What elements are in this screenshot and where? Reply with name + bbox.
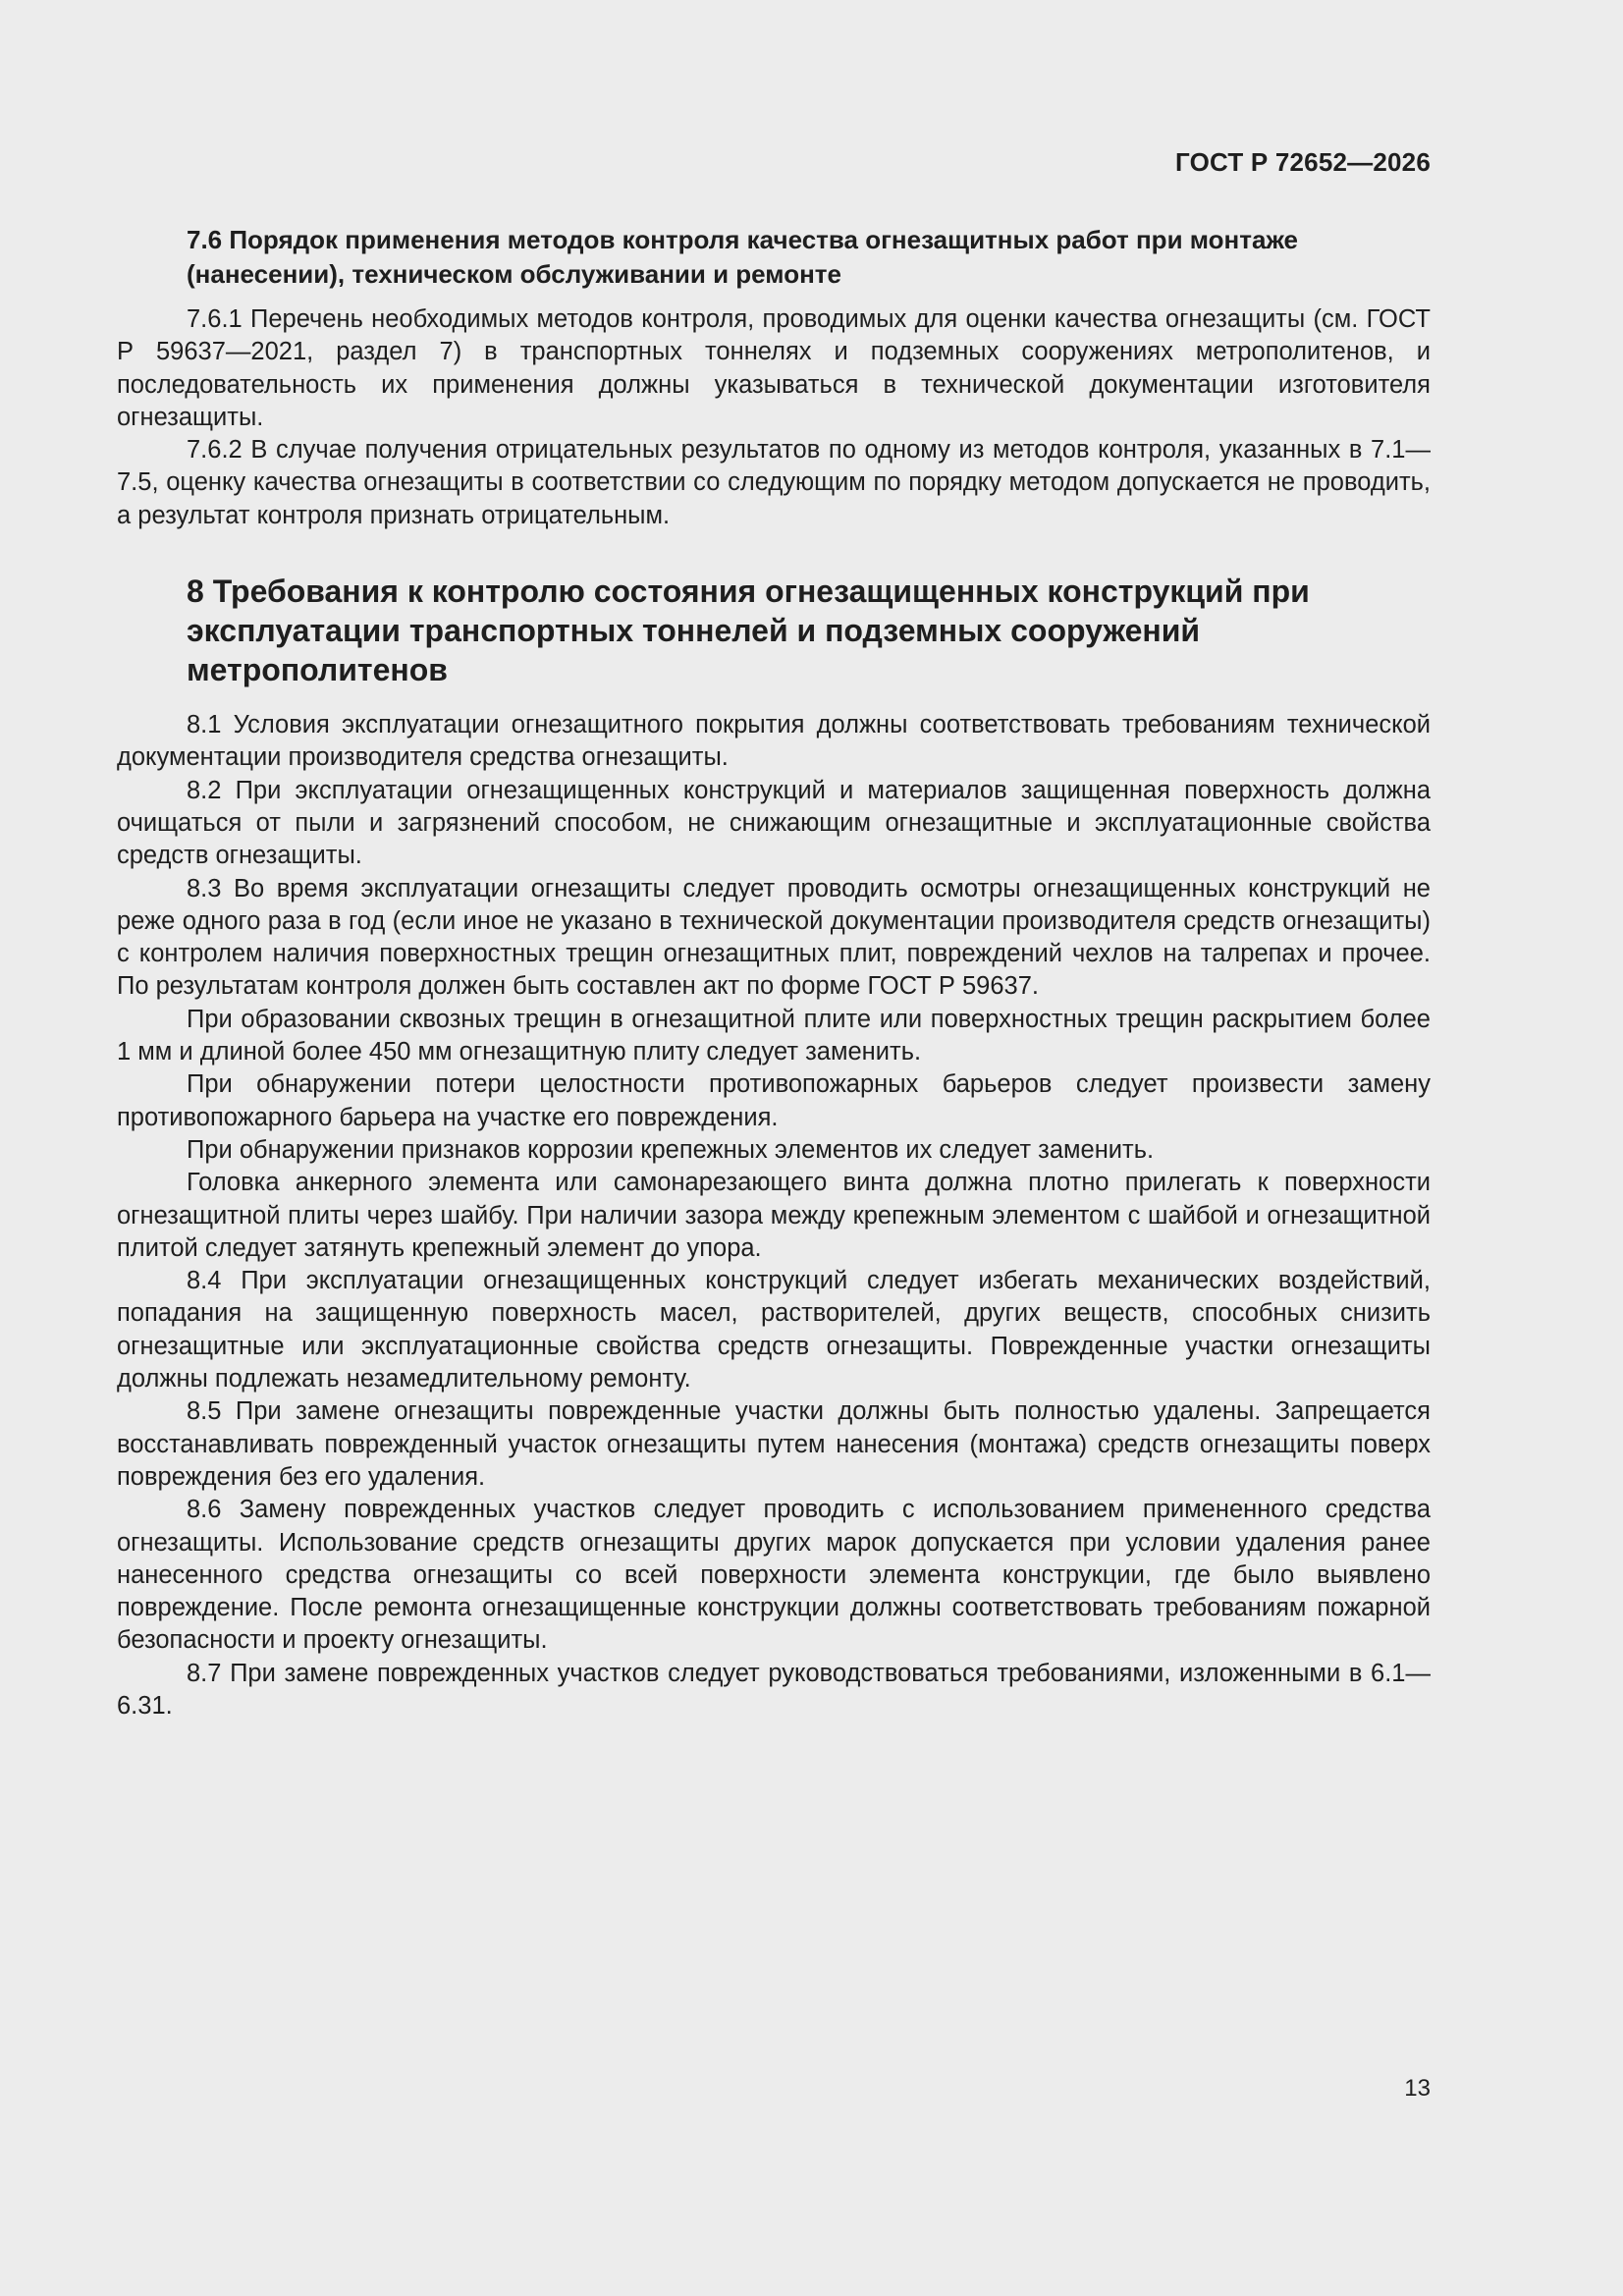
paragraph-8-4: 8.4 При эксплуатации огнезащищенных конструкций следует избегать механических воздействий, попадания на защищенную поверхность масел, растворителей, других веществ, способных снизить огнезащитные или эксплуатационные свойства средств огнезащиты. Поврежденные участки огнезащиты должны подлежать незамедлительному ремонту. [117, 1267, 1431, 1394]
paragraph-8-7: 8.7 При замене поврежденных участков следует руководствоваться требованиями, изложенными в 6.1—6.31. [117, 1659, 1431, 1720]
page-content [117, 223, 1431, 1722]
paragraph-8-6: 8.6 Замену поврежденных участков следует проводить с использованием примененного средства огнезащиты. Использование средств огнезащиты других марок допускается при условии удаления ранее нанесенного средства огнезащиты со всей поверхности элемента конструкции, где было выявлено повреждение. После ремонта огнезащищенные конструкции должны соответствовать требованиям пожарной безопасности и проекту огнезащиты. [117, 1496, 1431, 1655]
paragraph-8-3: 8.3 Во время эксплуатации огнезащиты следует проводить осмотры огнезащищенных конструкций не реже одного раза в год (если иное не указано в технической документации производителя средств огнезащиты) с контролем наличия поверхностных трещин огнезащитных плит, повреждений чехлов на талрепах и прочее. По результатам контроля должен быть составлен акт по форме ГОСТ Р 59637. [117, 874, 1431, 1001]
paragraph-8-3-cracks: При образовании сквозных трещин в огнезащитной плите или поверхностных трещин раскрытием более 1 мм и длиной более 450 мм огнезащитную плиту следует заменить. [117, 1005, 1431, 1066]
paragraph-7-6-2: 7.6.2 В случае получения отрицательных результатов по одному из методов контроля, указанных в 7.1—7.5, оценку качества огнезащиты в соответствии со следующим по порядку методом допускается не проводить, а результат контроля признать отрицательным. [117, 436, 1431, 529]
document-header-standard-id: ГОСТ Р 72652—2026 [1175, 147, 1431, 177]
paragraph-8-2: 8.2 При эксплуатации огнезащищенных конструкций и материалов защищенная поверхность должна очищаться от пыли и загрязнений способом, не снижающим огнезащитные и эксплуатационные свойства средств огнезащиты. [117, 776, 1431, 870]
page-number: 13 [1404, 2075, 1431, 2102]
paragraph-8-1: 8.1 Условия эксплуатации огнезащитного покрытия должны соответствовать требованиям технической документации производителя средства огнезащиты. [117, 711, 1431, 772]
paragraph-8-3-corrosion: При обнаружении признаков коррозии крепежных элементов их следует заменить. [187, 1135, 1155, 1164]
paragraph-8-3-barriers: При обнаружении потери целостности противопожарных барьеров следует произвести замену противопожарного барьера на участке его повреждения. [117, 1070, 1431, 1131]
paragraph-8-5: 8.5 При замене огнезащиты поврежденные участки должны быть полностью удалены. Запрещается восстанавливать поврежденный участок огнезащиты путем нанесения (монтажа) средств огнезащиты поверх повреждения без его удаления. [117, 1397, 1431, 1491]
subsection-title-7-6: 7.6 Порядок применения методов контроля качества огнезащитных работ при монтаже (нанесении), техническом обслуживании и ремонте [187, 225, 1298, 289]
paragraph-7-6-1: 7.6.1 Перечень необходимых методов контроля, проводимых для оценки качества огнезащиты (см. ГОСТ Р 59637—2021, раздел 7) в транспортных тоннелях и подземных сооружениях метрополитенов, и последовательность их применения должны указываться в технической документации изготовителя огнезащиты. [117, 305, 1431, 431]
section-title-8: 8 Требования к контролю состояния огнезащищенных конструкций при эксплуатации транспортных тоннелей и подземных сооружений метрополитенов [187, 574, 1310, 688]
paragraph-8-3-anchor: Головка анкерного элемента или самонарезающего винта должна плотно прилегать к поверхности огнезащитной плиты через шайбу. При наличии зазора между крепежным элементом с шайбой и огнезащитной плитой следует затянуть крепежный элемент до упора. [117, 1169, 1431, 1262]
